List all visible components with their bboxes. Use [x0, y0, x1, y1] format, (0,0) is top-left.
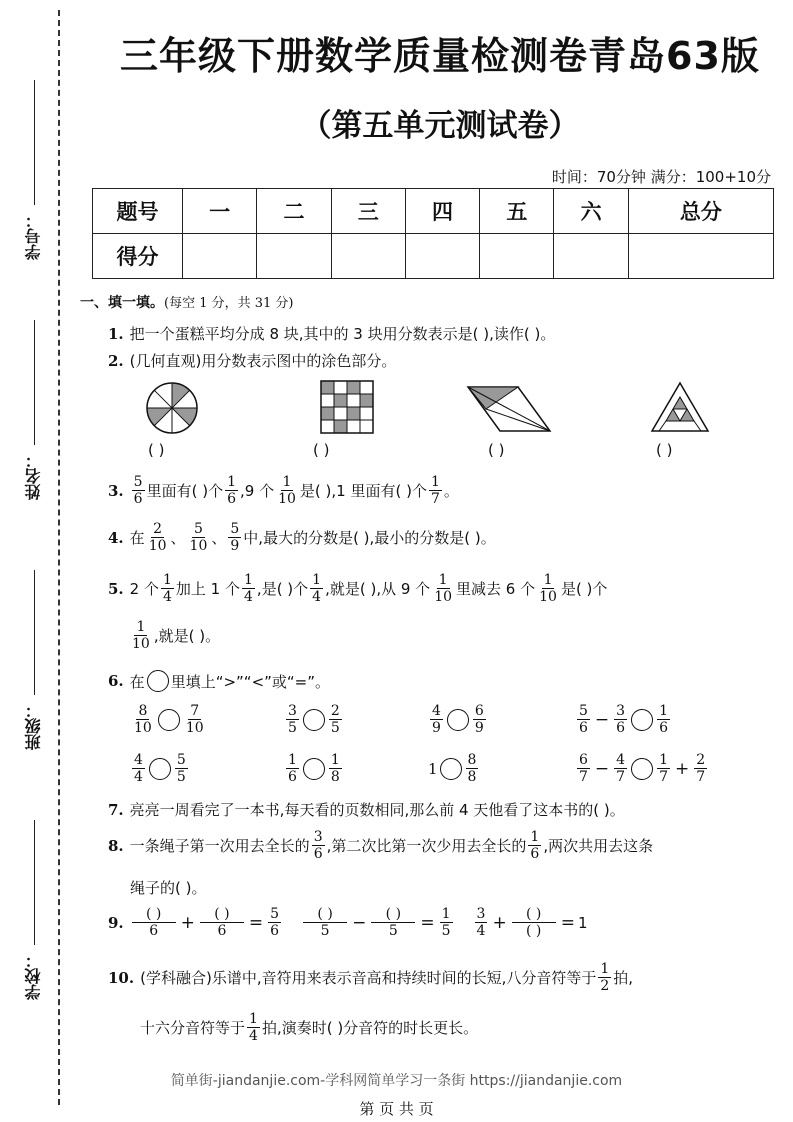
fraction [694, 753, 707, 784]
class-field[interactable] [20, 570, 50, 760]
fraction [614, 704, 627, 735]
numerator: 1 [244, 572, 253, 588]
score-header-cell: 总分 [628, 189, 773, 234]
score-row-label: 得分 [93, 234, 183, 279]
denominator: 7 [616, 769, 626, 785]
question-text: 里面有( )个 [146, 482, 224, 500]
question-text: 。 [443, 482, 459, 500]
numerator: 4 [134, 752, 143, 768]
numerator-blank[interactable]: ( ) [371, 907, 415, 923]
score-table [92, 188, 774, 279]
denominator: 4 [476, 923, 486, 939]
fraction [276, 475, 298, 506]
fraction [132, 704, 154, 735]
school-label: 学校： [24, 952, 43, 1000]
denominator: 5 [288, 720, 297, 736]
question-number: 8. [108, 836, 124, 855]
score-input-cell[interactable] [405, 234, 479, 279]
denominator: 6 [659, 720, 669, 736]
fraction [432, 573, 454, 604]
question-7 [108, 799, 625, 820]
comparison-item [130, 704, 208, 735]
numerator: 1 [600, 961, 610, 977]
comparison-circle[interactable] [447, 709, 469, 731]
numerator: 1 [249, 1011, 258, 1027]
question-2 [108, 350, 396, 371]
question-10 [108, 962, 633, 993]
fraction [161, 573, 174, 604]
comparison-circle[interactable] [303, 758, 325, 780]
denominator: 10 [434, 589, 453, 605]
question-text: 在 [129, 672, 145, 691]
question-number: 6. [108, 672, 124, 690]
section-heading [80, 292, 294, 312]
question-6 [108, 670, 330, 692]
numerator: 5 [176, 752, 186, 768]
question-text: ,9 个 [240, 482, 275, 500]
denominator: 5 [320, 923, 330, 939]
fraction [228, 522, 241, 553]
question-number: 4. [108, 528, 124, 547]
minus-sign: − [594, 758, 610, 779]
fraction [242, 573, 255, 604]
fraction-blank[interactable] [200, 907, 244, 938]
answer-blank[interactable]: ( ) [148, 441, 165, 459]
binding-strip [0, 0, 70, 1122]
fraction [184, 704, 206, 735]
question-text: 中,最大的分数是( ),最小的分数是( )。 [243, 529, 496, 547]
numerator: 1 [438, 572, 448, 588]
school-field[interactable] [20, 820, 50, 1010]
plus-sign: + [180, 912, 195, 933]
question-text: 、 [170, 529, 186, 547]
question-number: 9. [108, 913, 124, 932]
school-rule [34, 820, 35, 945]
denominator: 6 [270, 923, 280, 939]
comparison-circle[interactable] [303, 709, 325, 731]
question-text: (几何直观)用分数表示图中的涂色部分。 [129, 352, 397, 370]
question-text: 加上 1 个 [175, 580, 240, 598]
denominator: 9 [230, 538, 240, 554]
score-header-cell: 一 [183, 189, 257, 234]
numerator: 3 [616, 703, 626, 719]
fraction [430, 704, 443, 735]
numerator: 1 [312, 572, 322, 588]
score-input-cell[interactable] [480, 234, 554, 279]
denominator: 10 [539, 589, 557, 605]
fraction [657, 753, 670, 784]
comparison-item [130, 753, 190, 784]
question-8 [108, 830, 653, 861]
student-id-rule [34, 80, 35, 205]
comparison-circle[interactable] [631, 758, 653, 780]
fraction [310, 573, 323, 604]
question-text: 里减去 6 个 [456, 580, 536, 598]
numerator: 5 [230, 521, 240, 537]
shaded-circle-figure [144, 380, 200, 436]
denominator: 4 [312, 589, 322, 605]
fraction [577, 704, 590, 735]
binding-dashed-line [58, 10, 60, 1105]
denominator-blank[interactable]: ( ) [526, 923, 542, 939]
numerator: 1 [162, 572, 172, 588]
question-text: 亮亮一周看完了一本书,每天看的页数相同,那么前 4 天他看了这本书的( )。 [129, 801, 625, 819]
numerator: 1 [441, 906, 451, 922]
numerator: 3 [288, 703, 297, 719]
question-text: ,就是( ),从 9 个 [325, 580, 431, 598]
denominator: 6 [149, 923, 159, 939]
question-10-line-2 [140, 1012, 478, 1043]
fraction-blank[interactable] [303, 907, 347, 938]
denominator: 5 [388, 923, 398, 939]
denominator: 9 [432, 720, 441, 736]
numerator: 5 [270, 906, 280, 922]
numerator-blank[interactable]: ( ) [512, 907, 556, 923]
numerator: 4 [616, 752, 626, 768]
fraction [598, 962, 611, 993]
numerator: 1 [530, 829, 540, 845]
numerator: 3 [313, 829, 323, 845]
question-text: ,第二次比第一次少用去全长的 [326, 837, 527, 855]
question-text: 2 个 [129, 580, 159, 598]
score-header-row [93, 189, 774, 234]
watermark-footer: 简单街-jiandanjie.com-学科网简单学习一条街 https://jiandanjie.com [170, 1073, 623, 1089]
question-text: 十六分音符等于 [140, 1019, 246, 1037]
numerator: 1 [430, 474, 440, 490]
minus-sign: − [594, 709, 610, 730]
denominator: 5 [176, 769, 186, 785]
question-number: 7. [108, 800, 124, 819]
denominator: 7 [696, 769, 706, 785]
numerator: 1 [659, 752, 669, 768]
question-8-line-2 [130, 877, 206, 898]
fraction [657, 704, 670, 735]
numerator: 1 [330, 752, 340, 768]
denominator: 8 [330, 769, 340, 785]
comparison-circle[interactable] [158, 709, 180, 731]
question-text: 是( ),1 里面有( )个 [299, 482, 427, 500]
denominator: 6 [217, 923, 227, 939]
score-input-cell[interactable] [257, 234, 331, 279]
denominator: 6 [313, 846, 323, 862]
shaded-grid-figure [319, 379, 375, 435]
score-value-row [93, 234, 774, 279]
answer-blank[interactable]: ( ) [656, 441, 673, 459]
numerator: 8 [467, 752, 477, 768]
denominator: 7 [659, 769, 669, 785]
numerator: 1 [659, 703, 669, 719]
comparison-circle[interactable] [149, 758, 171, 780]
fraction [132, 475, 145, 506]
question-5 [108, 573, 607, 604]
numerator: 6 [579, 752, 588, 768]
score-header-cell: 六 [554, 189, 628, 234]
numerator: 5 [133, 474, 143, 490]
score-header-cell: 五 [480, 189, 554, 234]
question-text: 是( )个 [560, 580, 608, 598]
fraction [577, 753, 590, 784]
comparison-circle[interactable] [631, 709, 653, 731]
numerator: 1 [543, 572, 553, 588]
fraction [329, 753, 342, 784]
denominator: 7 [579, 769, 588, 785]
denominator: 6 [616, 720, 626, 736]
comparison-item [575, 704, 672, 735]
numerator: 6 [474, 703, 484, 719]
fraction [429, 475, 442, 506]
numerator: 3 [476, 906, 486, 922]
fraction [247, 1012, 260, 1043]
question-number: 5. [108, 579, 124, 598]
page-title: 三年级下册数学质量检测卷青岛63版 [120, 34, 760, 78]
page-counter: 第 页 共 页 [359, 1100, 434, 1118]
student-id-field[interactable] [20, 80, 50, 270]
denominator: 5 [330, 720, 340, 736]
numerator: 8 [138, 703, 148, 719]
question-number: 3. [108, 481, 124, 500]
question-text: 拍, [613, 969, 634, 987]
numerator: 4 [432, 703, 441, 719]
numerator: 1 [136, 619, 146, 635]
score-input-cell[interactable] [183, 234, 257, 279]
question-number: 1. [108, 324, 124, 343]
numerator: 2 [696, 752, 706, 768]
fraction [188, 522, 210, 553]
equals-sign: = [560, 912, 575, 933]
score-header-cell: 三 [331, 189, 405, 234]
denominator: 4 [249, 1028, 258, 1044]
class-rule [34, 570, 35, 695]
denominator: 6 [133, 491, 143, 507]
question-9 [108, 907, 587, 938]
numerator-blank[interactable]: ( ) [200, 907, 244, 923]
denominator: 5 [441, 923, 451, 939]
numerator: 1 [282, 474, 292, 490]
fraction-blank[interactable] [132, 907, 176, 938]
question-4 [108, 522, 496, 553]
numerator: 1 [227, 474, 236, 490]
numerator: 2 [330, 703, 340, 719]
question-text: ,就是( )。 [153, 627, 221, 645]
fraction [225, 475, 238, 506]
denominator: 6 [530, 846, 540, 862]
fraction [528, 830, 541, 861]
fraction [475, 907, 488, 938]
fraction [466, 753, 479, 784]
fraction [286, 753, 299, 784]
fraction-blank[interactable] [371, 907, 415, 938]
time-info: 时间：70分钟 满分：100+10分 [551, 168, 771, 186]
numerator: 2 [153, 521, 163, 537]
score-header-cell: 四 [405, 189, 479, 234]
denominator: 6 [227, 491, 236, 507]
fraction [132, 753, 145, 784]
denominator: 7 [430, 491, 440, 507]
fraction [286, 704, 299, 735]
question-text: ,是( )个 [256, 580, 309, 598]
numerator: 5 [193, 521, 203, 537]
page-subtitle: （第五单元测试卷） [300, 108, 580, 144]
question-1 [108, 323, 555, 344]
denominator: 4 [134, 769, 143, 785]
plus-sign: + [492, 912, 507, 933]
comparison-item [284, 753, 344, 784]
fraction-blank[interactable] [512, 907, 556, 938]
denominator: 4 [162, 589, 172, 605]
student-id-label: 学号： [24, 212, 43, 260]
score-header-cell: 题号 [93, 189, 183, 234]
equals-sign: = [248, 912, 264, 933]
numerator: 5 [579, 703, 588, 719]
comparison-item [428, 704, 488, 735]
answer-blank[interactable]: ( ) [488, 441, 505, 459]
comparison-item [284, 704, 344, 735]
question-text: (学科融合)乐谱中,音符用来表示音高和持续时间的长短,八分音符等于 [140, 969, 597, 987]
denominator: 9 [474, 720, 484, 736]
denominator: 10 [134, 720, 152, 736]
shaded-parallelogram-figure [466, 383, 552, 435]
class-label: 班级： [24, 702, 43, 750]
shaded-triangle-figure [649, 380, 711, 434]
denominator: 6 [579, 720, 588, 736]
score-input-cell[interactable] [331, 234, 405, 279]
question-3 [108, 475, 459, 506]
result-number: 1 [577, 913, 588, 932]
numerator-blank[interactable]: ( ) [132, 907, 176, 923]
fraction [175, 753, 188, 784]
denominator: 2 [600, 978, 610, 994]
fraction [440, 907, 453, 938]
minus-sign: − [352, 912, 367, 933]
question-text: ,两次共用去这条 [543, 837, 654, 855]
score-input-cell[interactable] [628, 234, 773, 279]
fraction [130, 620, 152, 651]
question-text: 绳子的( )。 [130, 879, 207, 897]
denominator: 10 [278, 491, 296, 507]
denominator: 10 [132, 636, 150, 652]
fraction [147, 522, 169, 553]
comparison-circle[interactable] [440, 758, 462, 780]
whole-number: 1 [428, 759, 438, 778]
numerator: 7 [190, 703, 200, 719]
numerator-blank[interactable]: ( ) [303, 907, 347, 923]
fraction [473, 704, 486, 735]
comparison-item [575, 753, 709, 784]
fraction [614, 753, 627, 784]
comparison-item [428, 753, 480, 784]
numerator: 1 [288, 752, 297, 768]
question-text: 、 [211, 529, 227, 547]
question-number: 10. [108, 968, 135, 987]
question-5-line-2 [128, 620, 220, 651]
denominator: 4 [244, 589, 253, 605]
fraction [537, 573, 559, 604]
name-field[interactable] [20, 320, 50, 510]
question-number: 2. [108, 351, 124, 370]
question-text: 一条绳子第一次用去全长的 [129, 837, 310, 855]
fraction [312, 830, 325, 861]
comparison-circle-sample [147, 670, 169, 692]
plus-sign: + [675, 758, 690, 779]
question-text: 拍,演奏时( )分音符的时长更长。 [261, 1019, 479, 1037]
name-label: 姓名： [24, 452, 43, 500]
section-note: (每空 1 分，共 31 分) [164, 296, 294, 311]
section-title: 一、填一填。 [80, 295, 164, 311]
denominator: 6 [288, 769, 297, 785]
score-header-cell: 二 [257, 189, 331, 234]
score-input-cell[interactable] [554, 234, 628, 279]
name-rule [34, 320, 35, 445]
answer-blank[interactable]: ( ) [313, 441, 330, 459]
equals-sign: = [420, 912, 435, 933]
question-text: 在 [129, 529, 145, 547]
denominator: 10 [189, 538, 208, 554]
fraction [329, 704, 342, 735]
denominator: 10 [185, 720, 204, 736]
question-text: 里填上“>”“<”或“=”。 [170, 672, 331, 691]
question-text: 把一个蛋糕平均分成 8 块,其中的 3 块用分数表示是( ),读作( )。 [129, 325, 556, 343]
denominator: 8 [467, 769, 477, 785]
fraction [268, 907, 281, 938]
denominator: 10 [148, 538, 167, 554]
